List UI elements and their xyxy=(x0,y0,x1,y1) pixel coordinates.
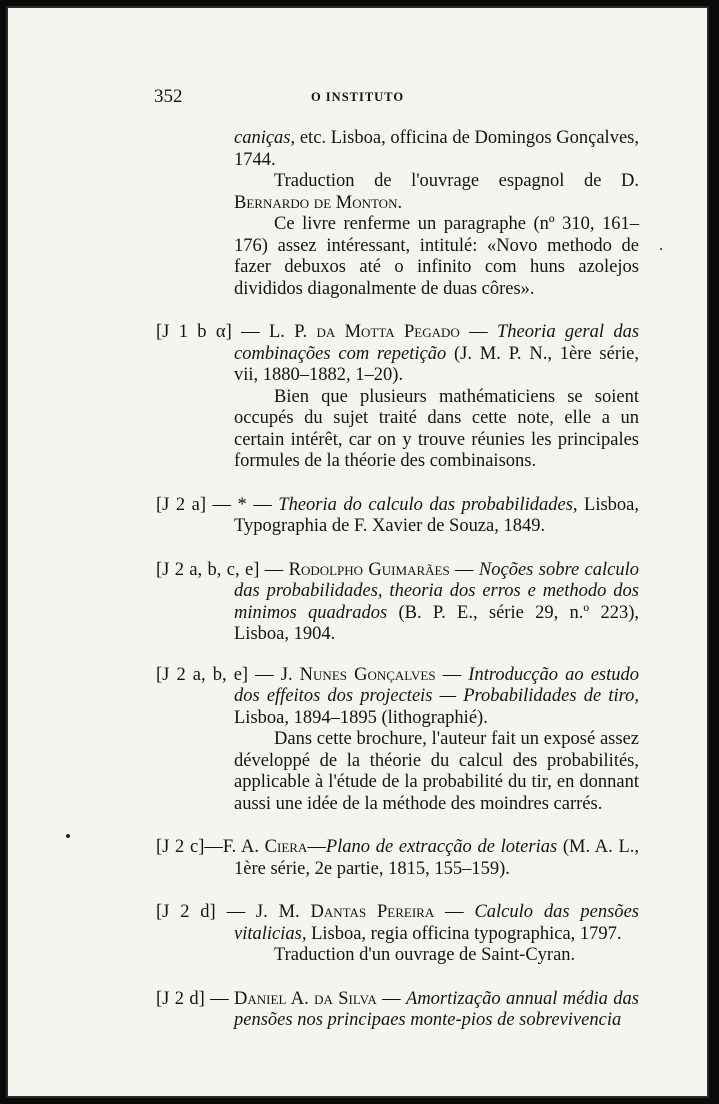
entry-author: * xyxy=(237,494,247,515)
margin-speck xyxy=(660,248,662,250)
entry-author: J. Nunes Gonçalves xyxy=(280,664,436,685)
entry-author: F. A. Ciera xyxy=(222,837,308,857)
margin-speck xyxy=(66,834,70,838)
bleed-through: · xyxy=(366,22,371,38)
entry-note: Dans cette brochure, l'auteur fait un exposé assez développé de la théorie du calcul des probabilités, applicable à l'étude de la probabilité du tir, en donnant aussi une idée de la méthode des moindres carrés. xyxy=(234,729,639,814)
entry-details: Lisboa, Typographia de F. Xavier de Souza, 1849. xyxy=(234,494,639,536)
entry-author: Rodolpho Guimarães xyxy=(288,559,450,580)
entry-note: Traduction d'un ouvrage de Saint-Cyran. xyxy=(274,945,576,965)
entry-details: Lisboa, regia officina typographica, 1797. xyxy=(306,923,622,944)
entry-title: Noções sobre calculo das probabilidades, theoria dos erros e methodo dos minimos quadrados xyxy=(234,559,639,623)
entry-code: [J 2 a, b, e] xyxy=(156,664,249,685)
intro-continuation xyxy=(234,128,639,171)
entry-code: [J 2 d] xyxy=(156,902,216,922)
entry-code: [J 2 d] xyxy=(156,988,205,1009)
intro-description: Ce livre renferme un paragraphe (nº 310, 161–176) assez intéressant, intitulé: «Novo methodo de fazer debuxos até o infinito com huns azolejos divididos diagonalmente de duas côres». xyxy=(234,214,639,299)
intro-block xyxy=(156,128,639,300)
bibliography-entry xyxy=(156,560,639,646)
entry-citation: [J 2 a, b, e] — J. Nunes Gonçalves — Introducção ao estudo dos effeitos dos projecteis — Probabilidades de tiro, Lisboa, 1894–1895 (lithographié). xyxy=(156,664,640,728)
entry-citation: [J 2 d] — J. M. Dantas Pereira — Calculo das pensões vitalicias, Lisboa, regia officina typographica, 1797. xyxy=(156,902,639,944)
entry-details: (B. P. E., série 29, n.º 223), Lisboa, 1904. xyxy=(234,602,639,644)
entry-code: [J 2 a, b, c, e] xyxy=(156,559,260,580)
entry-citation: [J 2 a] — * — Theoria do calculo das probabilidades, Lisboa, Typographia de F. Xavier de Souza, 1849. xyxy=(156,494,639,536)
bibliography-entry xyxy=(156,322,639,473)
bibliography-entry xyxy=(156,837,639,880)
intro-continuation-italic: caniças, xyxy=(234,128,296,148)
entry-details: Lisboa, 1894–1895 (lithographié). xyxy=(234,707,488,728)
bibliography-entry xyxy=(156,902,639,967)
entry-code: [J 2 c] xyxy=(156,837,205,857)
page-body xyxy=(156,128,639,1032)
entry-details: (J. M. P. N., 1ère série, vii, 1880–1882, 1–20). xyxy=(234,343,639,385)
intro-translation-note: Traduction de l'ouvrage espagnol de D. Bernardo de Monton. xyxy=(234,171,639,213)
entry-author: L. P. da Motta Pegado xyxy=(268,322,460,342)
bibliography-entry xyxy=(156,665,639,816)
entry-details: (M. A. L., 1ère série, 2e partie, 1815, 155–159). xyxy=(234,837,639,879)
bibliography-entry xyxy=(156,495,639,538)
entry-code: [J 1 b α] xyxy=(156,322,232,342)
entry-note: Bien que plusieurs mathématiciens se soient occupés du sujet traité dans cette note, elle a un certain intérêt, car on y trouve réunies les principales formules de la théorie des combinaisons. xyxy=(234,386,639,471)
entry-citation: [J 2 c]—F. A. Ciera—Plano de extracção de loterias (M. A. L., 1ère série, 2e partie, 1815, 155–159). xyxy=(156,837,639,879)
page-header xyxy=(6,84,709,108)
entry-title: Theoria do calculo das probabilidades, xyxy=(278,494,578,515)
entry-citation: [J 1 b α] — L. P. da Motta Pegado — Theoria geral das combinações com repetição (J. M. P. N., 1ère série, vii, 1880–1882, 1–20). xyxy=(156,322,640,385)
entry-citation: [J 2 d] — Daniel A. da Silva — Amortização annual média das pensões nos principaes monte-pios de sobrevivencia xyxy=(156,988,640,1030)
entry-code: [J 2 a] xyxy=(156,494,206,515)
page-number: 352 xyxy=(154,86,183,107)
intro-continuation-rest: etc. Lisboa, officina de Domingos Gonçalves, 1744. xyxy=(234,128,639,170)
entry-citation: [J 2 a, b, c, e] — Rodolpho Guimarães — Noções sobre calculo das probabilidades, theoria dos erros e methodo dos minimos quadrados (B. P. E., série 29, n.º 223), Lisboa, 1904. xyxy=(156,559,639,644)
translator-name: Bernardo de Monton xyxy=(234,192,398,213)
entry-title: Amortização annual média das pensões nos principaes monte-pios de sobrevivencia xyxy=(234,988,640,1030)
entry-title: Calculo das pensões vitalicias, xyxy=(234,902,639,944)
book-page xyxy=(6,6,709,1098)
entry-author: Daniel A. da Silva xyxy=(234,988,377,1009)
entry-author: J. M. Dantas Pereira xyxy=(255,902,435,922)
entry-title: Introducção ao estudo dos effeitos dos projecteis — Probabilidades de tiro, xyxy=(234,664,640,706)
running-title: O INSTITUTO xyxy=(310,90,405,104)
bibliography-entry xyxy=(156,989,639,1032)
entry-title: Theoria geral das combinações com repetição xyxy=(234,322,640,364)
entry-title: Plano de extracção de loterias xyxy=(325,837,558,857)
